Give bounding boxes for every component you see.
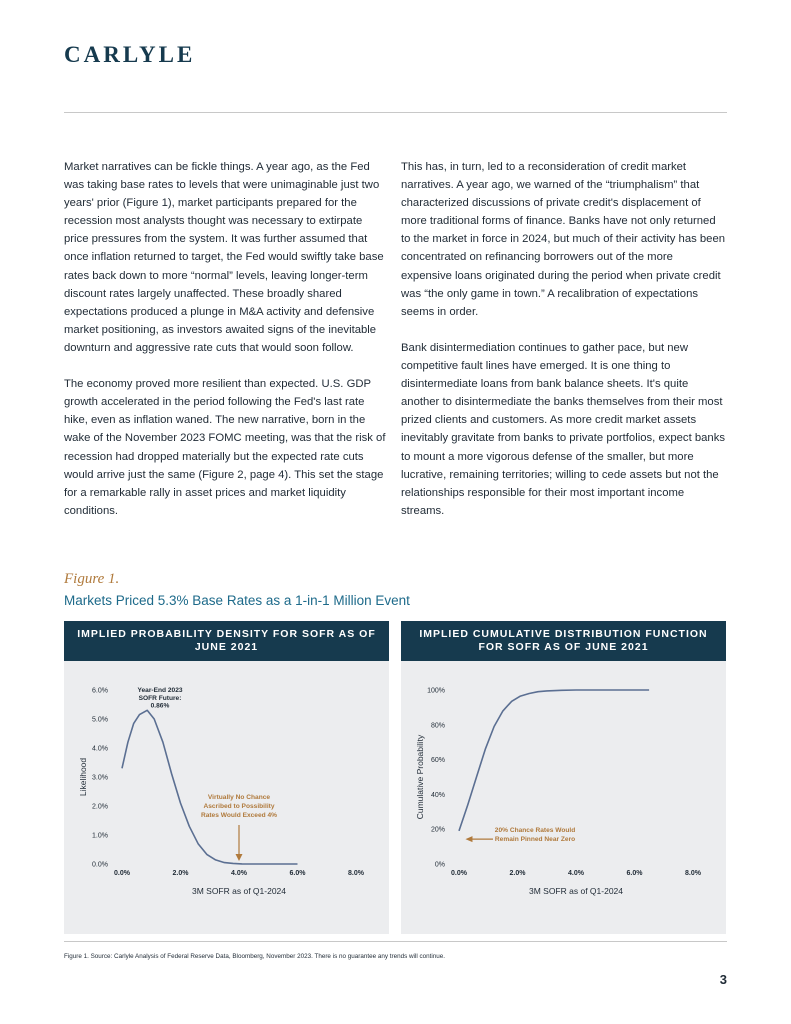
y-tick-label: 40% <box>430 791 445 799</box>
peak-annotation: 0.86% <box>150 702 170 710</box>
x-tick-label: 4.0% <box>231 870 247 877</box>
y-axis-title: Cumulative Probability <box>415 734 425 820</box>
zero-rate-annotation: 20% Chance Rates Would <box>494 827 576 835</box>
cdf-chart-panel <box>401 621 726 934</box>
y-tick-label: 20% <box>430 826 445 834</box>
annotation-arrowhead <box>236 854 243 861</box>
y-tick-label: 100% <box>427 687 445 695</box>
y-tick-label: 3.0% <box>92 774 108 782</box>
page-number: 3 <box>719 972 727 987</box>
x-tick-label: 8.0% <box>348 870 364 877</box>
tail-annotation: Ascribed to Possibility <box>203 803 275 810</box>
paragraph: The economy proved more resilient than expected. U.S. GDP growth accelerated in the period following the Fed's last rate hike, even as inflation waned. The new narrative, born in the wake of the November 2023 FOMC meeting, was that the risk of recession had dropped materially but the expected rate cuts would arrive just the same (Figure 2, page 4). This set the stage for a remarkable rally in asset prices and market liquidity conditions. <box>64 378 386 517</box>
annotation-arrowhead <box>465 836 472 842</box>
paragraph: Bank disintermediation continues to gather pace, but new competitive fault lines have emerged. It is one thing to disintermediate loans from bank balance sheets. It's quite another to disintermediate the banks themselves from their most prized clients and customers. As more credit market assets inevitably gravitate from banks to private portfolios, expect banks to mount a more vigorous defense of the smaller, but more lucrative, remaining territories; willing to cede assets but not the relationships responsible for their most important income streams. <box>401 341 726 517</box>
density-chart-title: IMPLIED PROBABILITY DENSITY FOR SOFR AS OF JUNE 2021 <box>64 621 389 661</box>
footnote: Figure 1. Source: Carlyle Analysis of Federal Reserve Data, Bloomberg, November 2023. There is no guarantee any trends will continue. <box>64 953 446 960</box>
x-tick-label: 4.0% <box>568 870 584 877</box>
tail-annotation: Rates Would Exceed 4% <box>200 812 278 819</box>
cdf-chart-title: IMPLIED CUMULATIVE DISTRIBUTION FUNCTION FOR SOFR AS OF JUNE 2021 <box>401 621 726 661</box>
zero-rate-annotation: Remain Pinned Near Zero <box>494 836 576 844</box>
right-column <box>401 158 726 538</box>
density-chart-panel <box>64 621 389 934</box>
x-axis-title: 3M SOFR as of Q1-2024 <box>528 886 624 896</box>
density-chart <box>64 661 389 934</box>
x-tick-label: 8.0% <box>685 870 701 877</box>
x-tick-label: 6.0% <box>289 870 306 877</box>
x-tick-label: 0.0% <box>451 870 467 877</box>
y-tick-label: 0.0% <box>92 861 108 869</box>
carlyle-logo: CARLYLE <box>64 42 196 67</box>
header-divider <box>64 112 727 113</box>
x-tick-label: 0.0% <box>114 870 130 877</box>
series-line <box>122 710 298 864</box>
x-axis-title: 3M SOFR as of Q1-2024 <box>191 886 287 896</box>
series-line <box>459 690 649 831</box>
y-tick-label: 60% <box>430 757 445 765</box>
tail-annotation: Virtually No Chance <box>207 794 271 801</box>
figure-title: Markets Priced 5.3% Base Rates as a 1-in-1 Million Event <box>64 593 410 608</box>
y-tick-label: 0% <box>434 861 445 869</box>
y-axis-title: Likelihood <box>78 757 88 797</box>
figure-label: Figure 1. <box>64 571 120 587</box>
x-tick-label: 2.0% <box>172 870 189 877</box>
y-tick-label: 80% <box>430 722 445 730</box>
peak-annotation: SOFR Future: <box>138 694 182 702</box>
peak-annotation: Year-End 2023 <box>137 687 183 694</box>
footer-divider <box>64 941 727 942</box>
paragraph: This has, in turn, led to a reconsideration of credit market narratives. A year ago, we warned of the “triumphalism” that characterized discussions of private credit's displacement of more traditional forms of finance. Banks have not only returned to the market in force in 2024, but much of their activity has been concentrated on refinancing borrowers out of the more expensive loans originated during the period when private credit was “the only game in town.” A recalibration of expectations seems in order. <box>401 161 726 318</box>
y-tick-label: 5.0% <box>92 716 108 724</box>
left-column <box>64 158 389 538</box>
y-tick-label: 4.0% <box>92 745 108 753</box>
y-tick-label: 2.0% <box>92 803 108 811</box>
y-tick-label: 1.0% <box>92 832 108 840</box>
cdf-chart <box>401 661 726 934</box>
paragraph: Market narratives can be fickle things. A year ago, as the Fed was taking base rates to levels that were unimaginable just two years' prior (Figure 1), market participants prepared for the recession most analysts thought was necessary to extirpate price pressures from the system. It was further assumed that once inflation returned to target, the Fed would swiftly take base rates back down to more “normal” levels, leaving longer-term discount rates largely unaffected. These broadly shared expectations produced a plunge in M&A activity and defensive market positioning, as investors awaited signs of the inevitable downturn and aggressive rate cuts that would soon follow. <box>64 161 384 354</box>
x-tick-label: 6.0% <box>626 870 643 877</box>
y-tick-label: 6.0% <box>92 687 108 695</box>
x-tick-label: 2.0% <box>509 870 526 877</box>
